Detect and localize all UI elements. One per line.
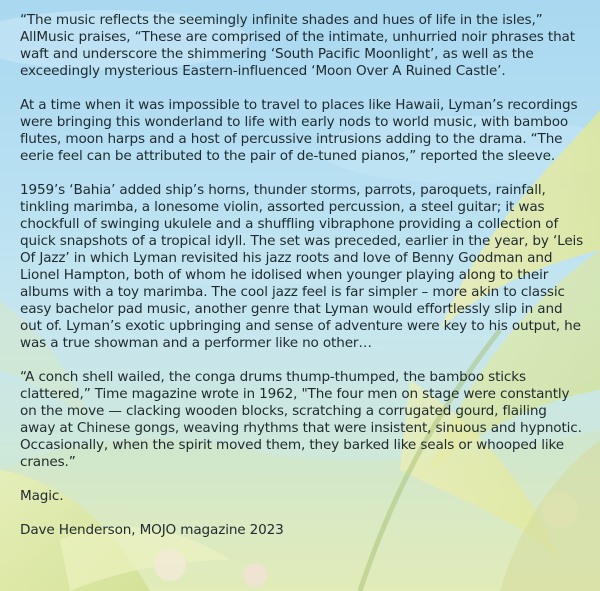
paragraph-time-magazine-quote: “A conch shell wailed, the conga drums thump-thumped, the bamboo sticks clattered,” Time magazine wrote in 1962, "The four men on stage were constantly on the move — clacking wooden blocks, scratching a corrugated gourd, flailing away at Chinese gongs, weaving rhythms that were insistent, sinuous and hypnotic. Occasionally, when the spirit moved them, they barked like seals or whooped like cranes.” [20, 369, 582, 470]
paragraph-allmusic-quote: “The music reflects the seemingly infinite shades and hues of life in the isles,” AllMusic praises, “These are comprised of the intimate, unhurried noir phrases that waft and underscore the shimmering ‘South Pacific Moonlight’, as well as the exceedingly mysterious Eastern-influenced ‘Moon Over A Ruined Castle’. [20, 12, 575, 79]
paragraph-hawaii-recordings: At a time when it was impossible to travel to places like Hawaii, Lyman’s recordings were bringing this wonderland to life with early nods to world music, with bamboo flutes, moon harps and a host of percussive intrusions adding to the drama. “The eerie feel can be attributed to the pair of de-tuned pianos,” reported the sleeve. [20, 97, 578, 164]
liner-notes-text [20, 12, 586, 556]
paragraph-magic: Magic. [20, 488, 64, 504]
author-credit: Dave Henderson, MOJO magazine 2023 [20, 522, 284, 538]
paragraph-bahia-album: 1959’s ‘Bahia’ added ship’s horns, thunder storms, parrots, paroquets, rainfall, tinkling marimba, a lonesome violin, assorted percussion, a steel guitar; it was chockfull of swinging ukulele and a shuffling vibraphone providing a collection of quick snapshots of a tropical idyll. The set was preceded, earlier in the year, by ‘Leis Of Jazz’ in which Lyman revisited his jazz roots and love of Benny Goodman and Lionel Hampton, both of whom he idolised when younger playing along to their albums with a toy marimba. The cool jazz feel is far simpler – more akin to classic easy bachelor pad music, another genre that Lyman would effortlessly slip in and out of. Lyman’s exotic upbringing and sense of adventure were key to his output, he was a true showman and a performer like no other… [20, 182, 584, 351]
